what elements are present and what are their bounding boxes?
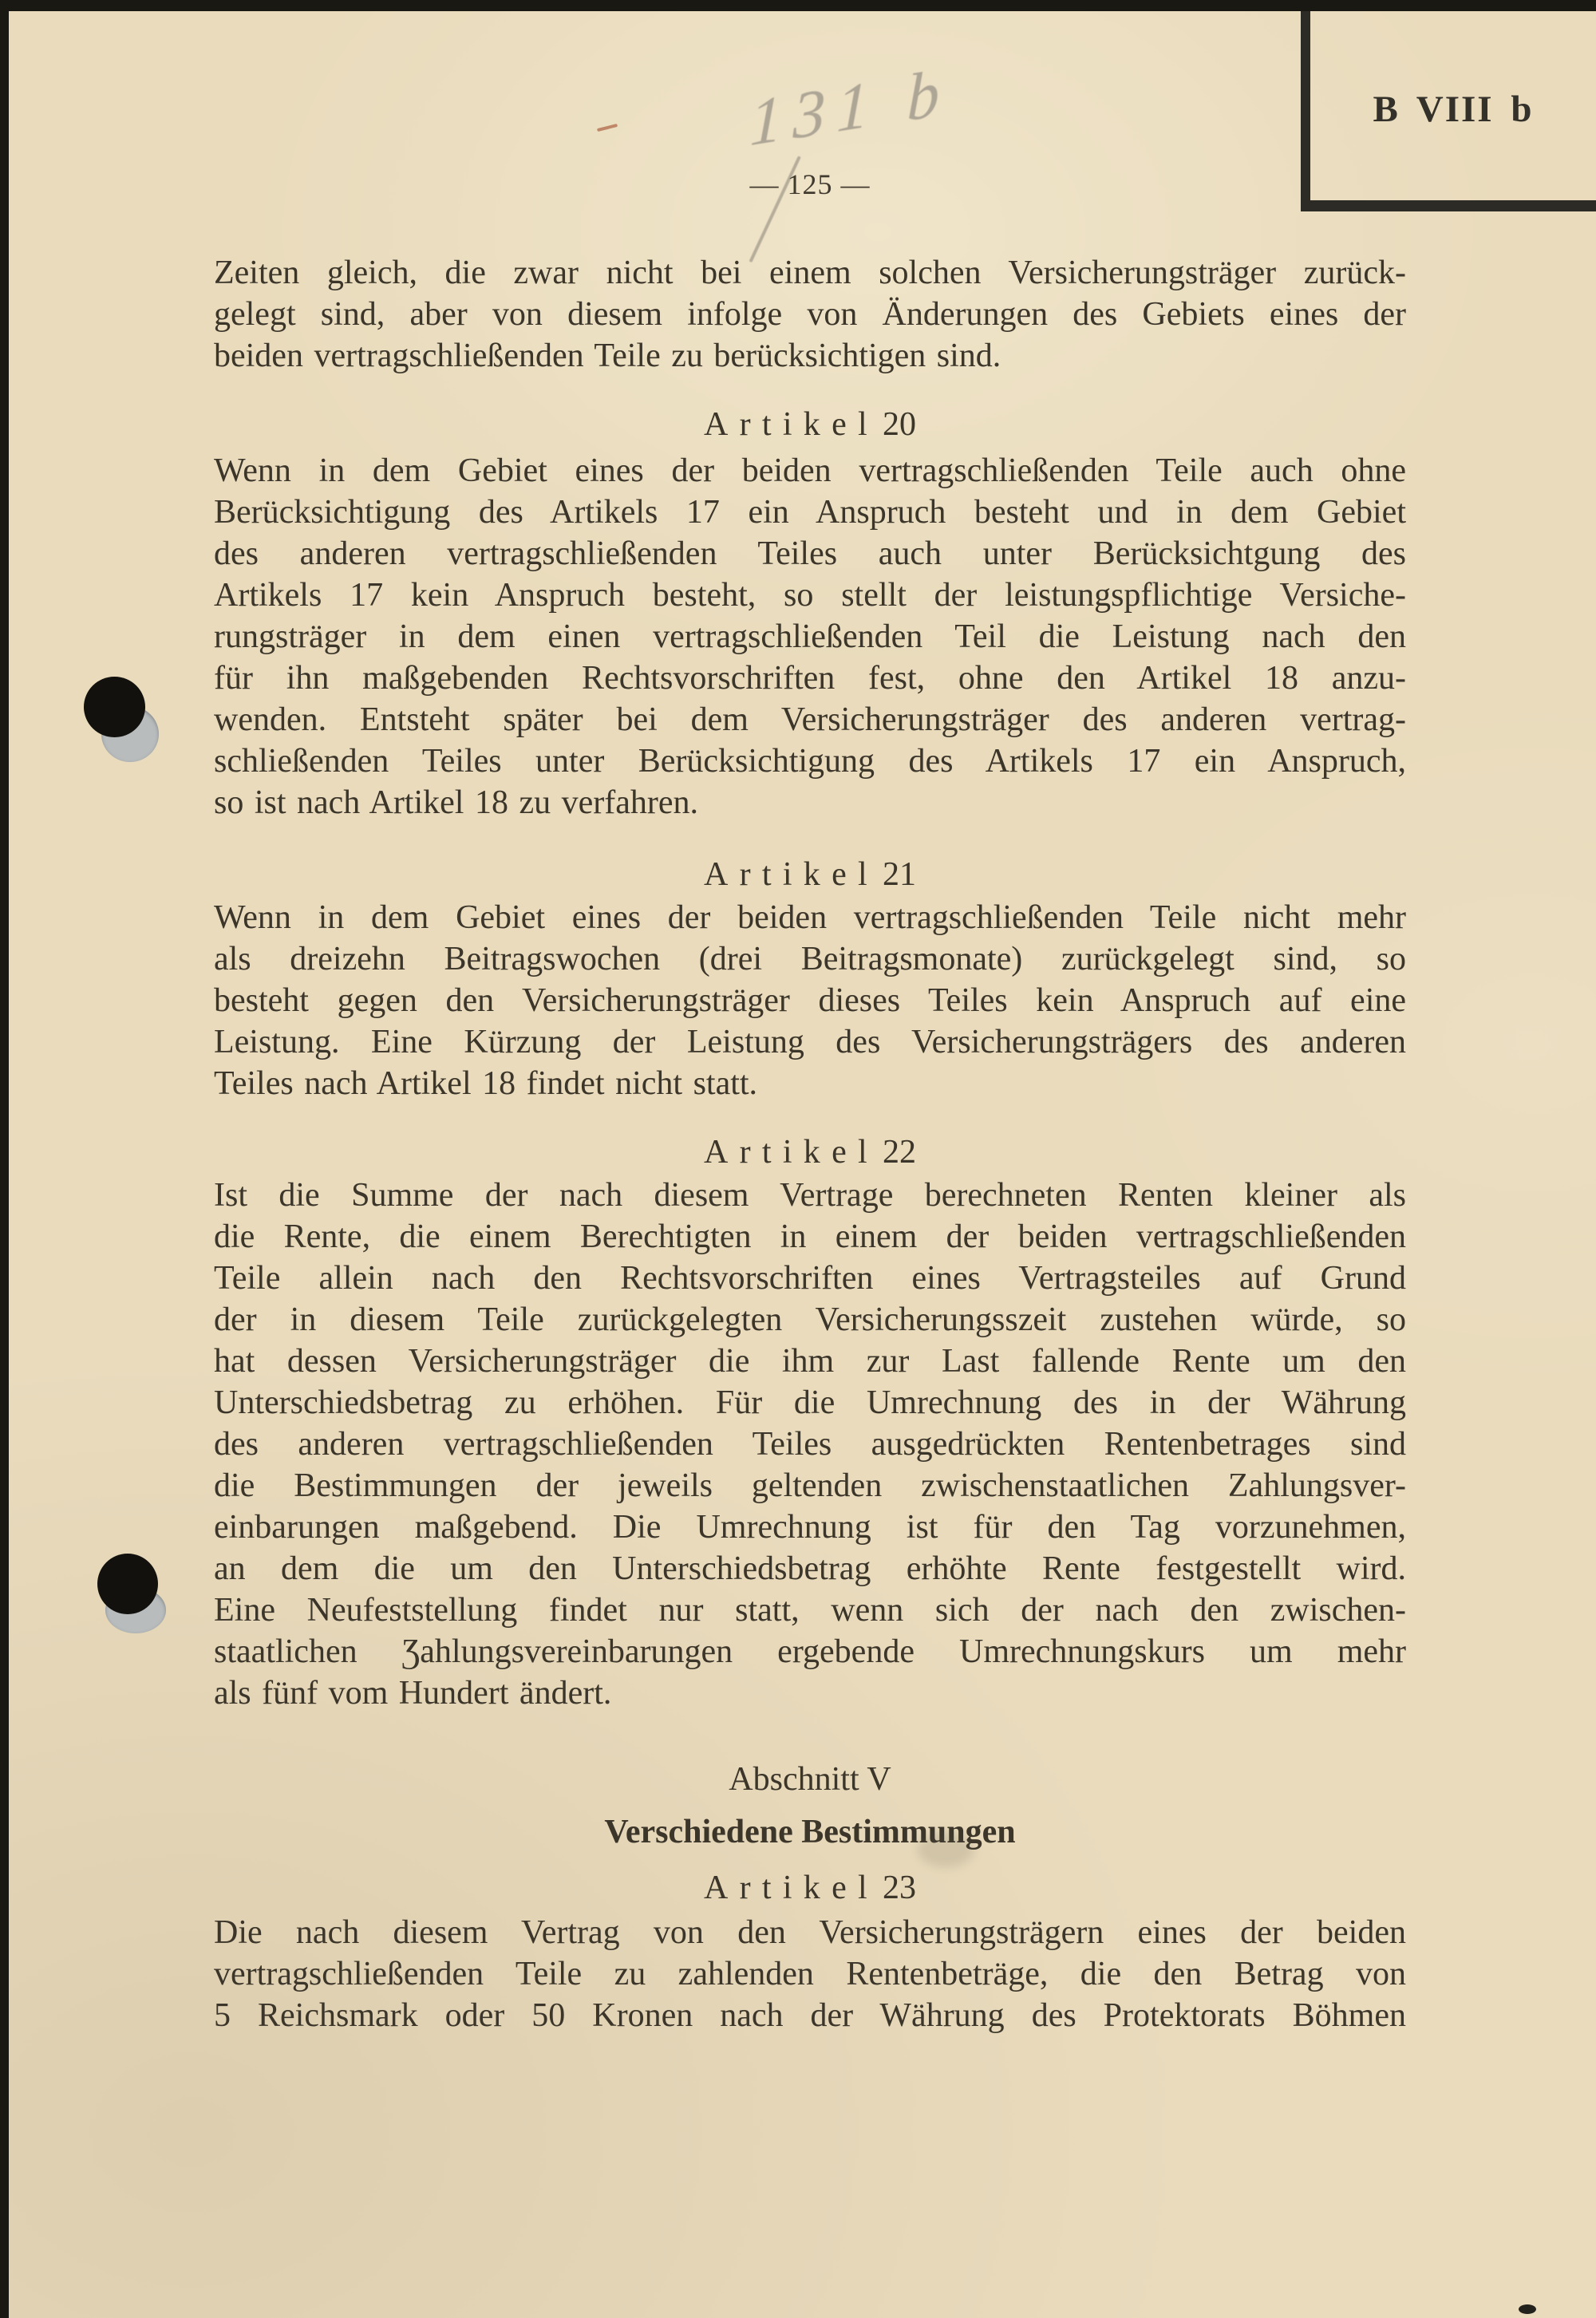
text-line: vertragschließenden Teile zu zahlenden Rentenbeträge, die den Betrag von [214,1956,1406,1992]
article-23-heading-label: Artikel [704,1870,879,1906]
text-line: wenden. Entsteht später bei dem Versicherungsträger des anderen vertrag- [214,701,1406,738]
text-line: als dreizehn Beitragswochen (drei Beitragsmonate) zurückgelegt sind, so [214,941,1406,977]
scan-border-top [0,0,1596,11]
article-22-heading-number: 22 [882,1134,916,1171]
text-line: Wenn in dem Gebiet eines der beiden vertragschließenden Teile auch ohne [214,452,1406,489]
text-line: staatlichen Ʒahlungsvereinbarungen ergebende Umrechnungskurs um mehr [214,1633,1406,1670]
text-line: die Bestimmungen der jeweils geltenden zwischenstaatlichen Zahlungsver- [214,1467,1406,1504]
text-line: Leistung. Eine Kürzung der Leistung des Versicherungsträgers des anderen [214,1024,1406,1060]
section-subtitle: Verschiedene Bestimmungen [604,1814,1016,1850]
text-line: 5 Reichsmark oder 50 Kronen nach der Währung des Protektorats Böhmen [214,1997,1406,2034]
text-line: des anderen vertragschließenden Teiles ausgedrückten Rentenbetrages sind [214,1426,1406,1463]
article-23-body [214,1912,1406,2036]
article-21-body [214,897,1406,1104]
text-line: beiden vertragschließenden Teile zu berücksichtigen sind. [214,338,1001,374]
intro-paragraph [214,252,1406,377]
article-20-heading [214,404,1406,445]
text-line: schließenden Teiles unter Berücksichtigung des Artikels 17 ein Anspruch, [214,743,1406,780]
text-line: gelegt sind, aber von diesem infolge von Änderungen des Gebiets eines der [214,296,1406,333]
stamp-box-bottom-border [1301,200,1596,211]
text-line: Artikels 17 kein Anspruch besteht, so stellt der leistungspflichtige Versiche- [214,577,1406,614]
page-number: — 125 — [749,168,871,200]
text-line: Wenn in dem Gebiet eines der beiden vertragschließenden Teile nicht mehr [214,899,1406,936]
text-line: hat dessen Versicherungsträger die ihm zur Last fallende Rente um den [214,1343,1406,1380]
article-20-heading-label: Artikel [704,406,879,443]
article-20-heading-number: 20 [882,406,916,443]
text-line: Zeiten gleich, die zwar nicht bei einem solchen Versicherungsträger zurück- [214,255,1406,291]
ink-speck [1519,2304,1536,2314]
text-line: so ist nach Artikel 18 zu verfahren. [214,784,698,821]
article-21-heading-label: Artikel [704,856,879,893]
classification-stamp: B VIII b [1373,89,1534,130]
text-line: Berücksichtigung des Artikels 17 ein Anspruch besteht und in dem Gebiet [214,494,1406,531]
text-line: der in diesem Teile zurückgelegten Versicherungsszeit zustehen würde, so [214,1301,1406,1338]
text-line: Teiles nach Artikel 18 findet nicht statt. [214,1065,758,1102]
article-20-body [214,450,1406,823]
section-title: Abschnitt V [729,1761,891,1798]
text-line: Ist die Summe der nach diesem Vertrage berechneten Renten kleiner als [214,1177,1406,1214]
text-line: einbarungen maßgebend. Die Umrechnung ist für den Tag vorzunehmen, [214,1509,1406,1546]
text-line: Teile allein nach den Rechtsvorschriften eines Vertragsteiles auf Grund [214,1260,1406,1297]
text-line: die Rente, die einem Berechtigten in einem der beiden vertragschließenden [214,1218,1406,1255]
text-line: Eine Neufeststellung findet nur statt, wenn sich der nach den zwischen- [214,1592,1406,1629]
paper-fiber-mark [597,124,618,132]
article-23-heading-number: 23 [882,1870,916,1906]
hole-punch-hole [97,1554,158,1614]
article-23-heading [214,1867,1406,1909]
text-line: an dem die um den Unterschiedsbetrag erhöhte Rente festgestellt wird. [214,1550,1406,1587]
text-line: als fünf vom Hundert ändert. [214,1675,612,1712]
article-22-body [214,1175,1406,1714]
scan-border-left [0,0,9,2318]
text-line: Unterschiedsbetrag zu erhöhen. Für die Umrechnung des in der Währung [214,1384,1406,1421]
paper-smudge [918,1832,974,1867]
hole-punch-hole [84,677,145,737]
text-line: des anderen vertragschließenden Teiles auch unter Berücksichtgung des [214,535,1406,572]
text-line: besteht gegen den Versicherungsträger dieses Teiles kein Anspruch auf eine [214,982,1406,1019]
article-21-heading-number: 21 [882,856,916,893]
text-line: Die nach diesem Vertrag von den Versicherungsträgern eines der beiden [214,1914,1406,1951]
article-21-heading [214,854,1406,895]
text-line: für ihn maßgebenden Rechtsvorschriften fest, ohne den Artikel 18 anzu- [214,660,1406,697]
article-22-heading [214,1131,1406,1173]
handwritten-note: 131 b [749,54,951,160]
text-line: rungsträger in dem einen vertragschließenden Teil die Leistung nach den [214,618,1406,655]
article-22-heading-label: Artikel [704,1134,879,1171]
